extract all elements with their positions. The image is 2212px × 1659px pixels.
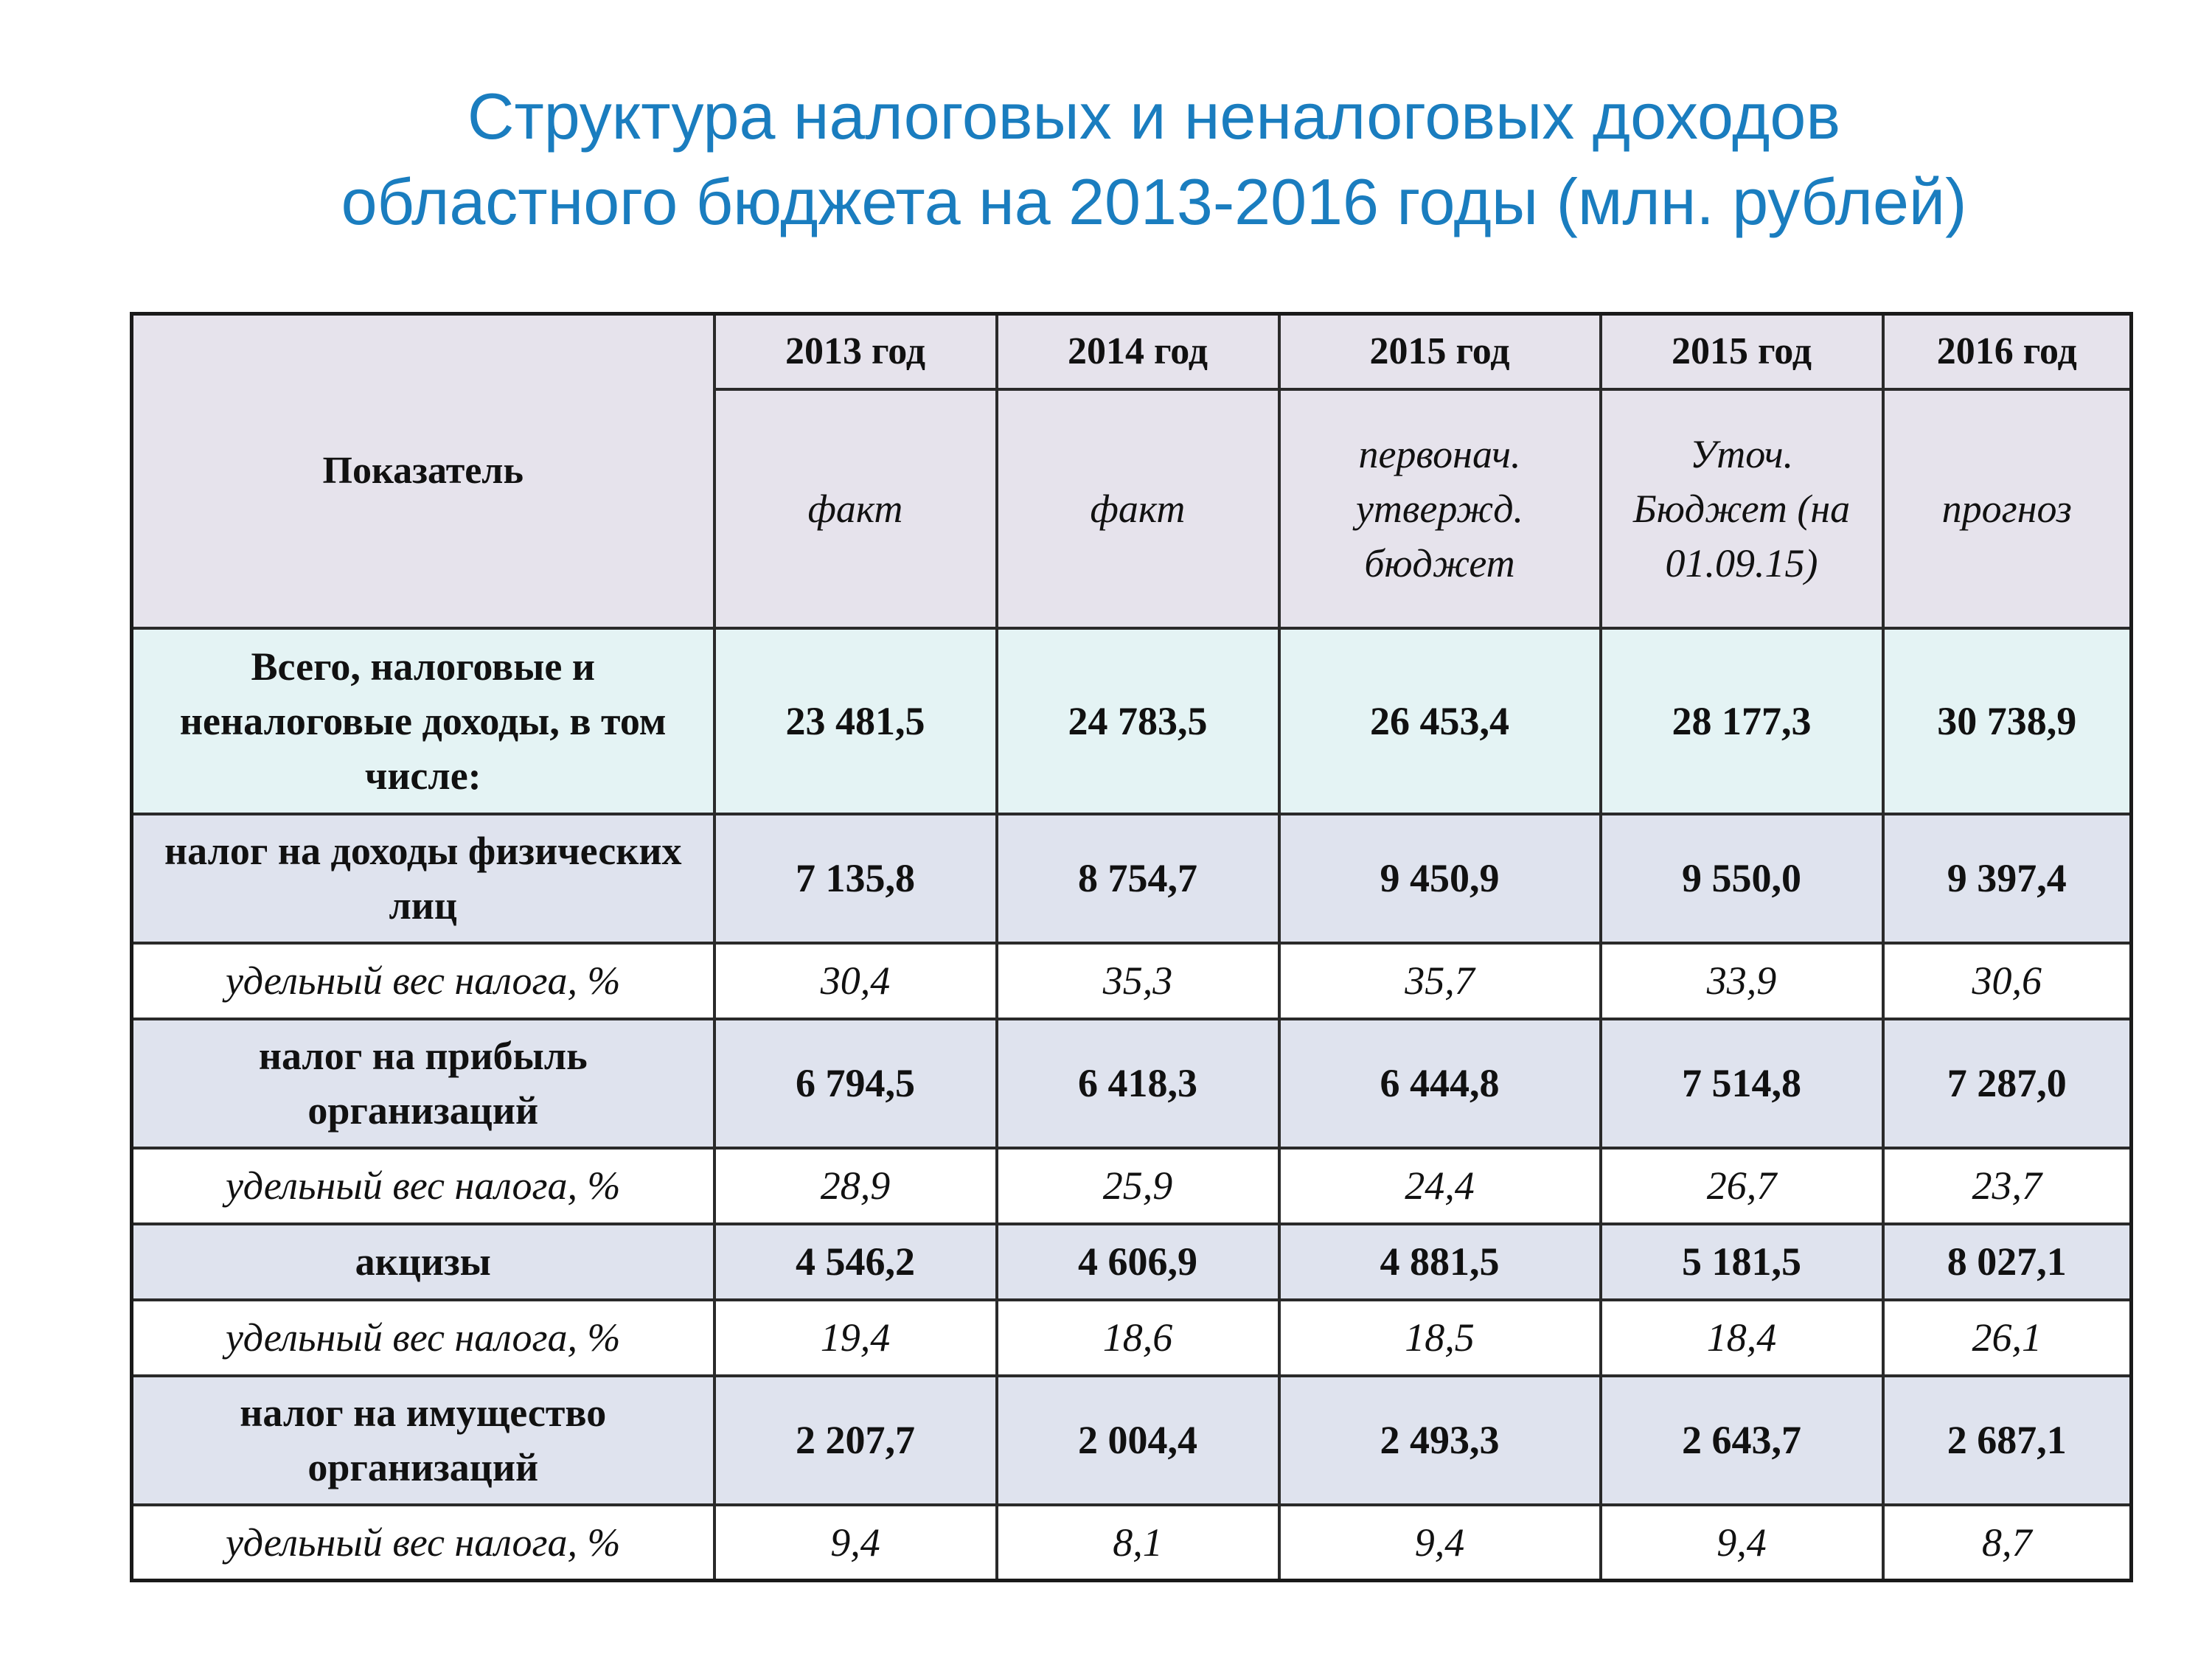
table-cell: 2 643,7 — [1601, 1376, 1883, 1505]
table-cell: 23 481,5 — [714, 628, 997, 814]
row-label: налог на имущество организаций — [132, 1376, 714, 1505]
table-cell: 30 738,9 — [1883, 628, 2132, 814]
row-label: налог на прибыль организаций — [132, 1019, 714, 1148]
table-cell: 2 004,4 — [997, 1376, 1279, 1505]
table-cell: 8,7 — [1883, 1505, 2132, 1581]
table-cell: 6 794,5 — [714, 1019, 997, 1148]
revenue-table — [130, 312, 2133, 1582]
table-cell: 35,3 — [997, 943, 1279, 1019]
table-cell: 30,6 — [1883, 943, 2132, 1019]
column-year-header: 2015 год — [1279, 314, 1601, 389]
table-cell: 4 606,9 — [997, 1224, 1279, 1300]
row-label: удельный вес налога, % — [132, 943, 714, 1019]
table-cell: 2 493,3 — [1279, 1376, 1601, 1505]
table-row-tax — [132, 1224, 2132, 1300]
title-line-2: областного бюджета на 2013-2016 годы (млн. рублей) — [341, 165, 1967, 238]
indicator-header: Показатель — [132, 314, 714, 628]
table-cell: 18,4 — [1601, 1300, 1883, 1376]
table-cell: 18,5 — [1279, 1300, 1601, 1376]
table-cell: 25,9 — [997, 1148, 1279, 1224]
table-cell: 30,4 — [714, 943, 997, 1019]
column-type-header: первонач. утвержд. бюджет — [1279, 389, 1601, 628]
table-row-share — [132, 1505, 2132, 1581]
table-cell: 26,1 — [1883, 1300, 2132, 1376]
title-line-1: Структура налоговых и неналоговых доходов — [467, 80, 1841, 153]
table-cell: 7 287,0 — [1883, 1019, 2132, 1148]
table-cell: 9,4 — [1279, 1505, 1601, 1581]
column-type-header: Уточ. Бюджет (на 01.09.15) — [1601, 389, 1883, 628]
column-type-header: факт — [997, 389, 1279, 628]
table-cell: 6 418,3 — [997, 1019, 1279, 1148]
table-cell: 9 550,0 — [1601, 814, 1883, 943]
row-label: Всего, налоговые и неналоговые доходы, в том числе: — [132, 628, 714, 814]
table-cell: 24 783,5 — [997, 628, 1279, 814]
table-cell: 9,4 — [1601, 1505, 1883, 1581]
table-row-tax — [132, 1019, 2132, 1148]
row-label: акцизы — [132, 1224, 714, 1300]
table-cell: 7 135,8 — [714, 814, 997, 943]
table-cell: 8 027,1 — [1883, 1224, 2132, 1300]
header-row-years — [132, 314, 2132, 389]
row-label: удельный вес налога, % — [132, 1300, 714, 1376]
table-row-total — [132, 628, 2132, 814]
table-cell: 35,7 — [1279, 943, 1601, 1019]
table-cell: 6 444,8 — [1279, 1019, 1601, 1148]
table-cell: 8,1 — [997, 1505, 1279, 1581]
table-row-tax — [132, 814, 2132, 943]
table-cell: 8 754,7 — [997, 814, 1279, 943]
table-cell: 26,7 — [1601, 1148, 1883, 1224]
row-label: удельный вес налога, % — [132, 1505, 714, 1581]
table-cell: 2 687,1 — [1883, 1376, 2132, 1505]
table-cell: 28 177,3 — [1601, 628, 1883, 814]
column-type-header: факт — [714, 389, 997, 628]
table-cell: 4 546,2 — [714, 1224, 997, 1300]
table-cell: 19,4 — [714, 1300, 997, 1376]
page-title — [0, 74, 2212, 245]
table-row-share — [132, 1148, 2132, 1224]
table-cell: 5 181,5 — [1601, 1224, 1883, 1300]
table-cell: 24,4 — [1279, 1148, 1601, 1224]
table-cell: 9,4 — [714, 1505, 997, 1581]
column-type-header: прогноз — [1883, 389, 2132, 628]
table-cell: 9 397,4 — [1883, 814, 2132, 943]
column-year-header: 2015 год — [1601, 314, 1883, 389]
row-label: удельный вес налога, % — [132, 1148, 714, 1224]
table-cell: 28,9 — [714, 1148, 997, 1224]
table-cell: 18,6 — [997, 1300, 1279, 1376]
table-cell: 9 450,9 — [1279, 814, 1601, 943]
table-cell: 7 514,8 — [1601, 1019, 1883, 1148]
table-cell: 33,9 — [1601, 943, 1883, 1019]
table-row-share — [132, 1300, 2132, 1376]
column-year-header: 2013 год — [714, 314, 997, 389]
table-cell: 26 453,4 — [1279, 628, 1601, 814]
table-cell: 2 207,7 — [714, 1376, 997, 1505]
column-year-header: 2014 год — [997, 314, 1279, 389]
table-cell: 23,7 — [1883, 1148, 2132, 1224]
column-year-header: 2016 год — [1883, 314, 2132, 389]
table-row-share — [132, 943, 2132, 1019]
table-row-tax — [132, 1376, 2132, 1505]
table-cell: 4 881,5 — [1279, 1224, 1601, 1300]
row-label: налог на доходы физических лиц — [132, 814, 714, 943]
